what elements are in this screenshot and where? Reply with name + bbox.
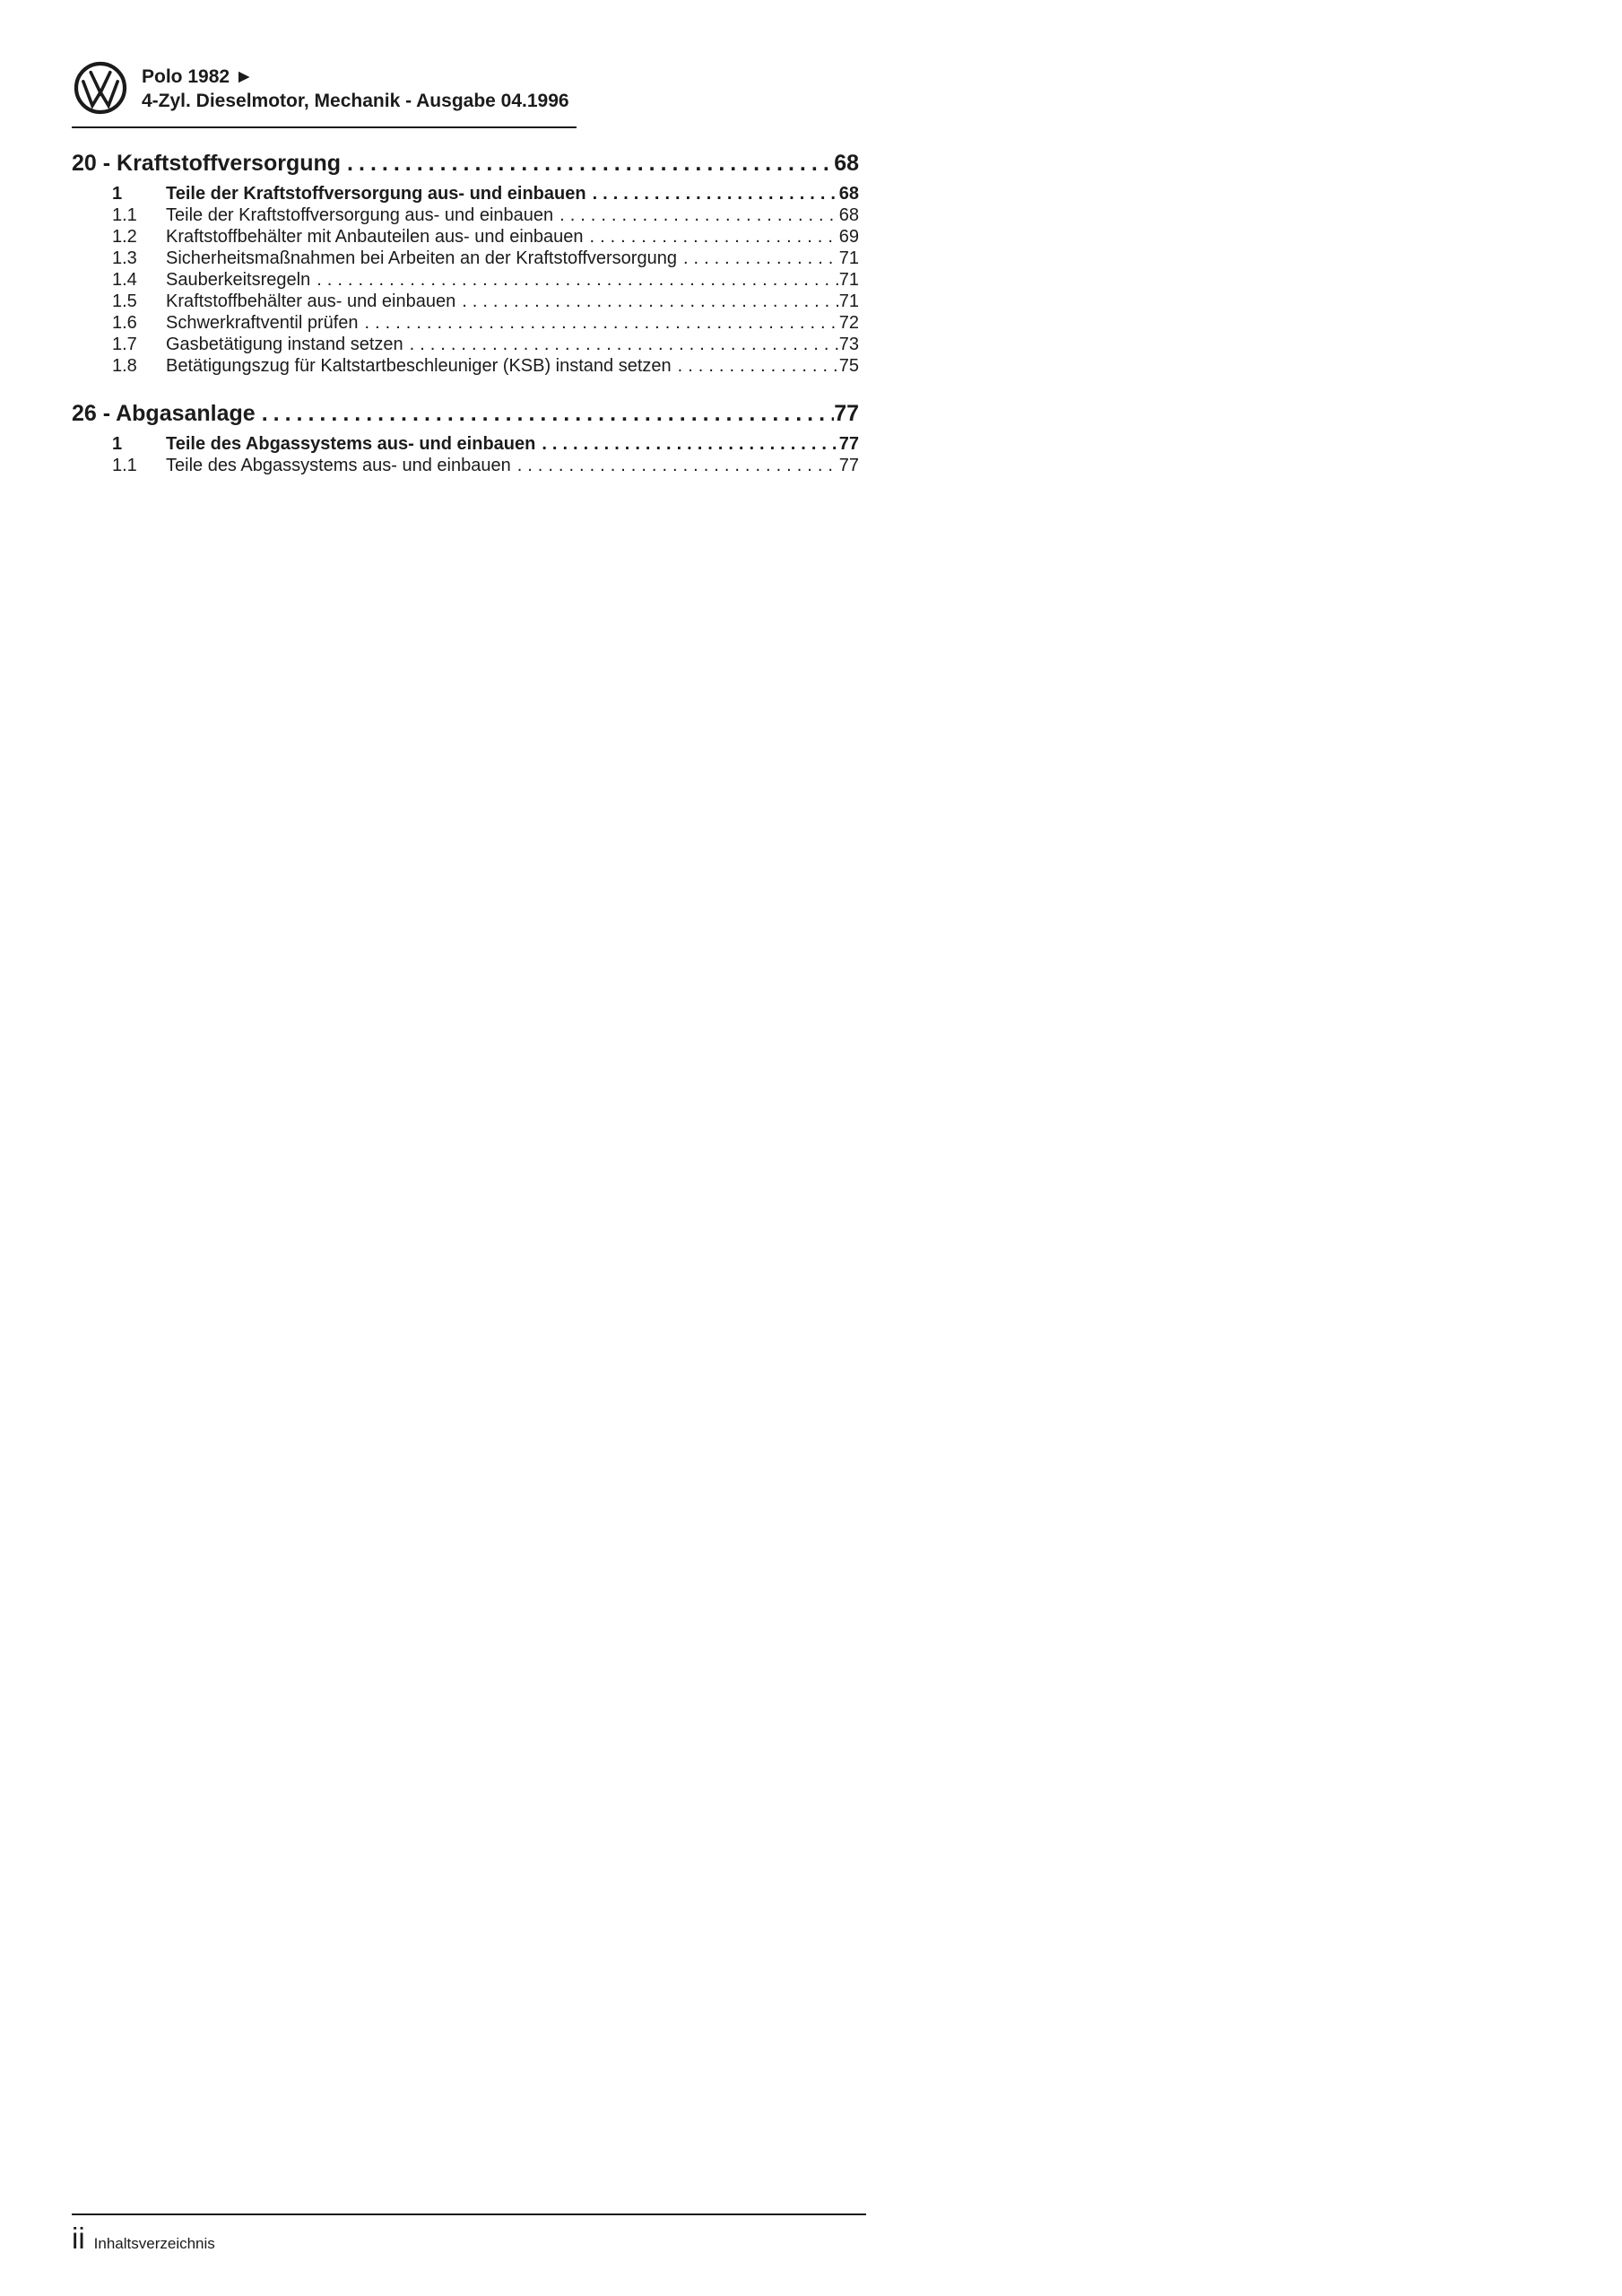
section-page-number: 68 [838, 184, 859, 204]
header-text [142, 61, 569, 113]
vw-logo-icon [74, 61, 127, 115]
dot-leader [677, 248, 839, 269]
section-number: 1.7 [112, 335, 137, 354]
section-row [72, 269, 859, 291]
chapter-page-number: 68 [834, 151, 859, 176]
section-page-number: 75 [838, 356, 859, 376]
section-title: Sicherheitsmaßnahmen bei Arbeiten an der Kraftstoffversorgung [166, 248, 677, 268]
section-page-number: 68 [838, 205, 859, 225]
section-row [72, 248, 859, 269]
dot-leader [511, 455, 839, 476]
dot-leader [310, 269, 839, 291]
dot-leader [455, 291, 839, 312]
section-row [72, 183, 859, 204]
section-number: 1.6 [112, 313, 137, 333]
section-title: Teile des Abgassystems aus- und einbauen [166, 456, 511, 475]
header [74, 61, 569, 115]
section-page-number: 71 [838, 270, 859, 290]
toc [72, 149, 859, 476]
section-number: 1.4 [112, 270, 137, 290]
section-number: 1.3 [112, 248, 137, 268]
section-title: Teile des Abgassystems aus- und einbauen [166, 434, 536, 454]
section-number: 1.1 [112, 205, 137, 225]
section-page-number: 69 [838, 227, 859, 247]
chapter-row [72, 149, 859, 178]
section-page-number: 77 [838, 434, 859, 454]
dot-leader [535, 433, 838, 455]
header-rule [72, 126, 577, 128]
section-number: 1.8 [112, 356, 137, 376]
chapter-label: 20 - Kraftstoffversorgung [72, 151, 342, 176]
dot-leader [359, 312, 839, 334]
dot-leader [341, 149, 834, 178]
section-page-number: 73 [838, 335, 859, 354]
section-title: Betätigungszug für Kaltstartbeschleuniger (KSB) instand setzen [166, 356, 672, 376]
section-page-number: 71 [838, 291, 859, 311]
footer-page-number: ii [72, 2222, 85, 2255]
section-title: Kraftstoffbehälter aus- und einbauen [166, 291, 456, 311]
section-row [72, 334, 859, 355]
footer-rule [72, 2213, 866, 2215]
section-page-number: 71 [838, 248, 859, 268]
section-row [72, 455, 859, 476]
section-row [72, 226, 859, 248]
section-title: Gasbetätigung instand setzen [166, 335, 403, 354]
section-title: Teile der Kraftstoffversorgung aus- und einbauen [166, 184, 586, 204]
section-number: 1 [112, 184, 123, 204]
section-number: 1.5 [112, 291, 137, 311]
section-title: Schwerkraftventil prüfen [166, 313, 359, 333]
section-title: Sauberkeitsregeln [166, 270, 311, 290]
dot-leader [672, 355, 839, 377]
section-page-number: 72 [838, 313, 859, 333]
dot-leader [584, 226, 839, 248]
section-number: 1.2 [112, 227, 137, 247]
dot-leader [256, 399, 834, 429]
header-model: Polo 1982 ► [142, 66, 254, 87]
footer [72, 2222, 215, 2255]
header-subtitle: 4-Zyl. Dieselmotor, Mechanik - Ausgabe 04.1996 [142, 91, 569, 111]
section-row [72, 355, 859, 377]
section-row [72, 204, 859, 226]
dot-leader [553, 204, 839, 226]
section-number: 1.1 [112, 456, 137, 475]
section-title: Teile der Kraftstoffversorgung aus- und einbauen [166, 205, 554, 225]
section-row [72, 433, 859, 455]
dot-leader [586, 183, 839, 204]
chapter-row [72, 399, 859, 429]
section-title: Kraftstoffbehälter mit Anbauteilen aus- und einbauen [166, 227, 584, 247]
section-row [72, 312, 859, 334]
section-page-number: 77 [838, 456, 859, 475]
dot-leader [403, 334, 839, 355]
chapter-page-number: 77 [834, 401, 859, 426]
chapter-label: 26 - Abgasanlage [72, 401, 256, 426]
section-row [72, 291, 859, 312]
footer-section-label: Inhaltsverzeichnis [93, 2235, 215, 2252]
section-number: 1 [112, 434, 123, 454]
